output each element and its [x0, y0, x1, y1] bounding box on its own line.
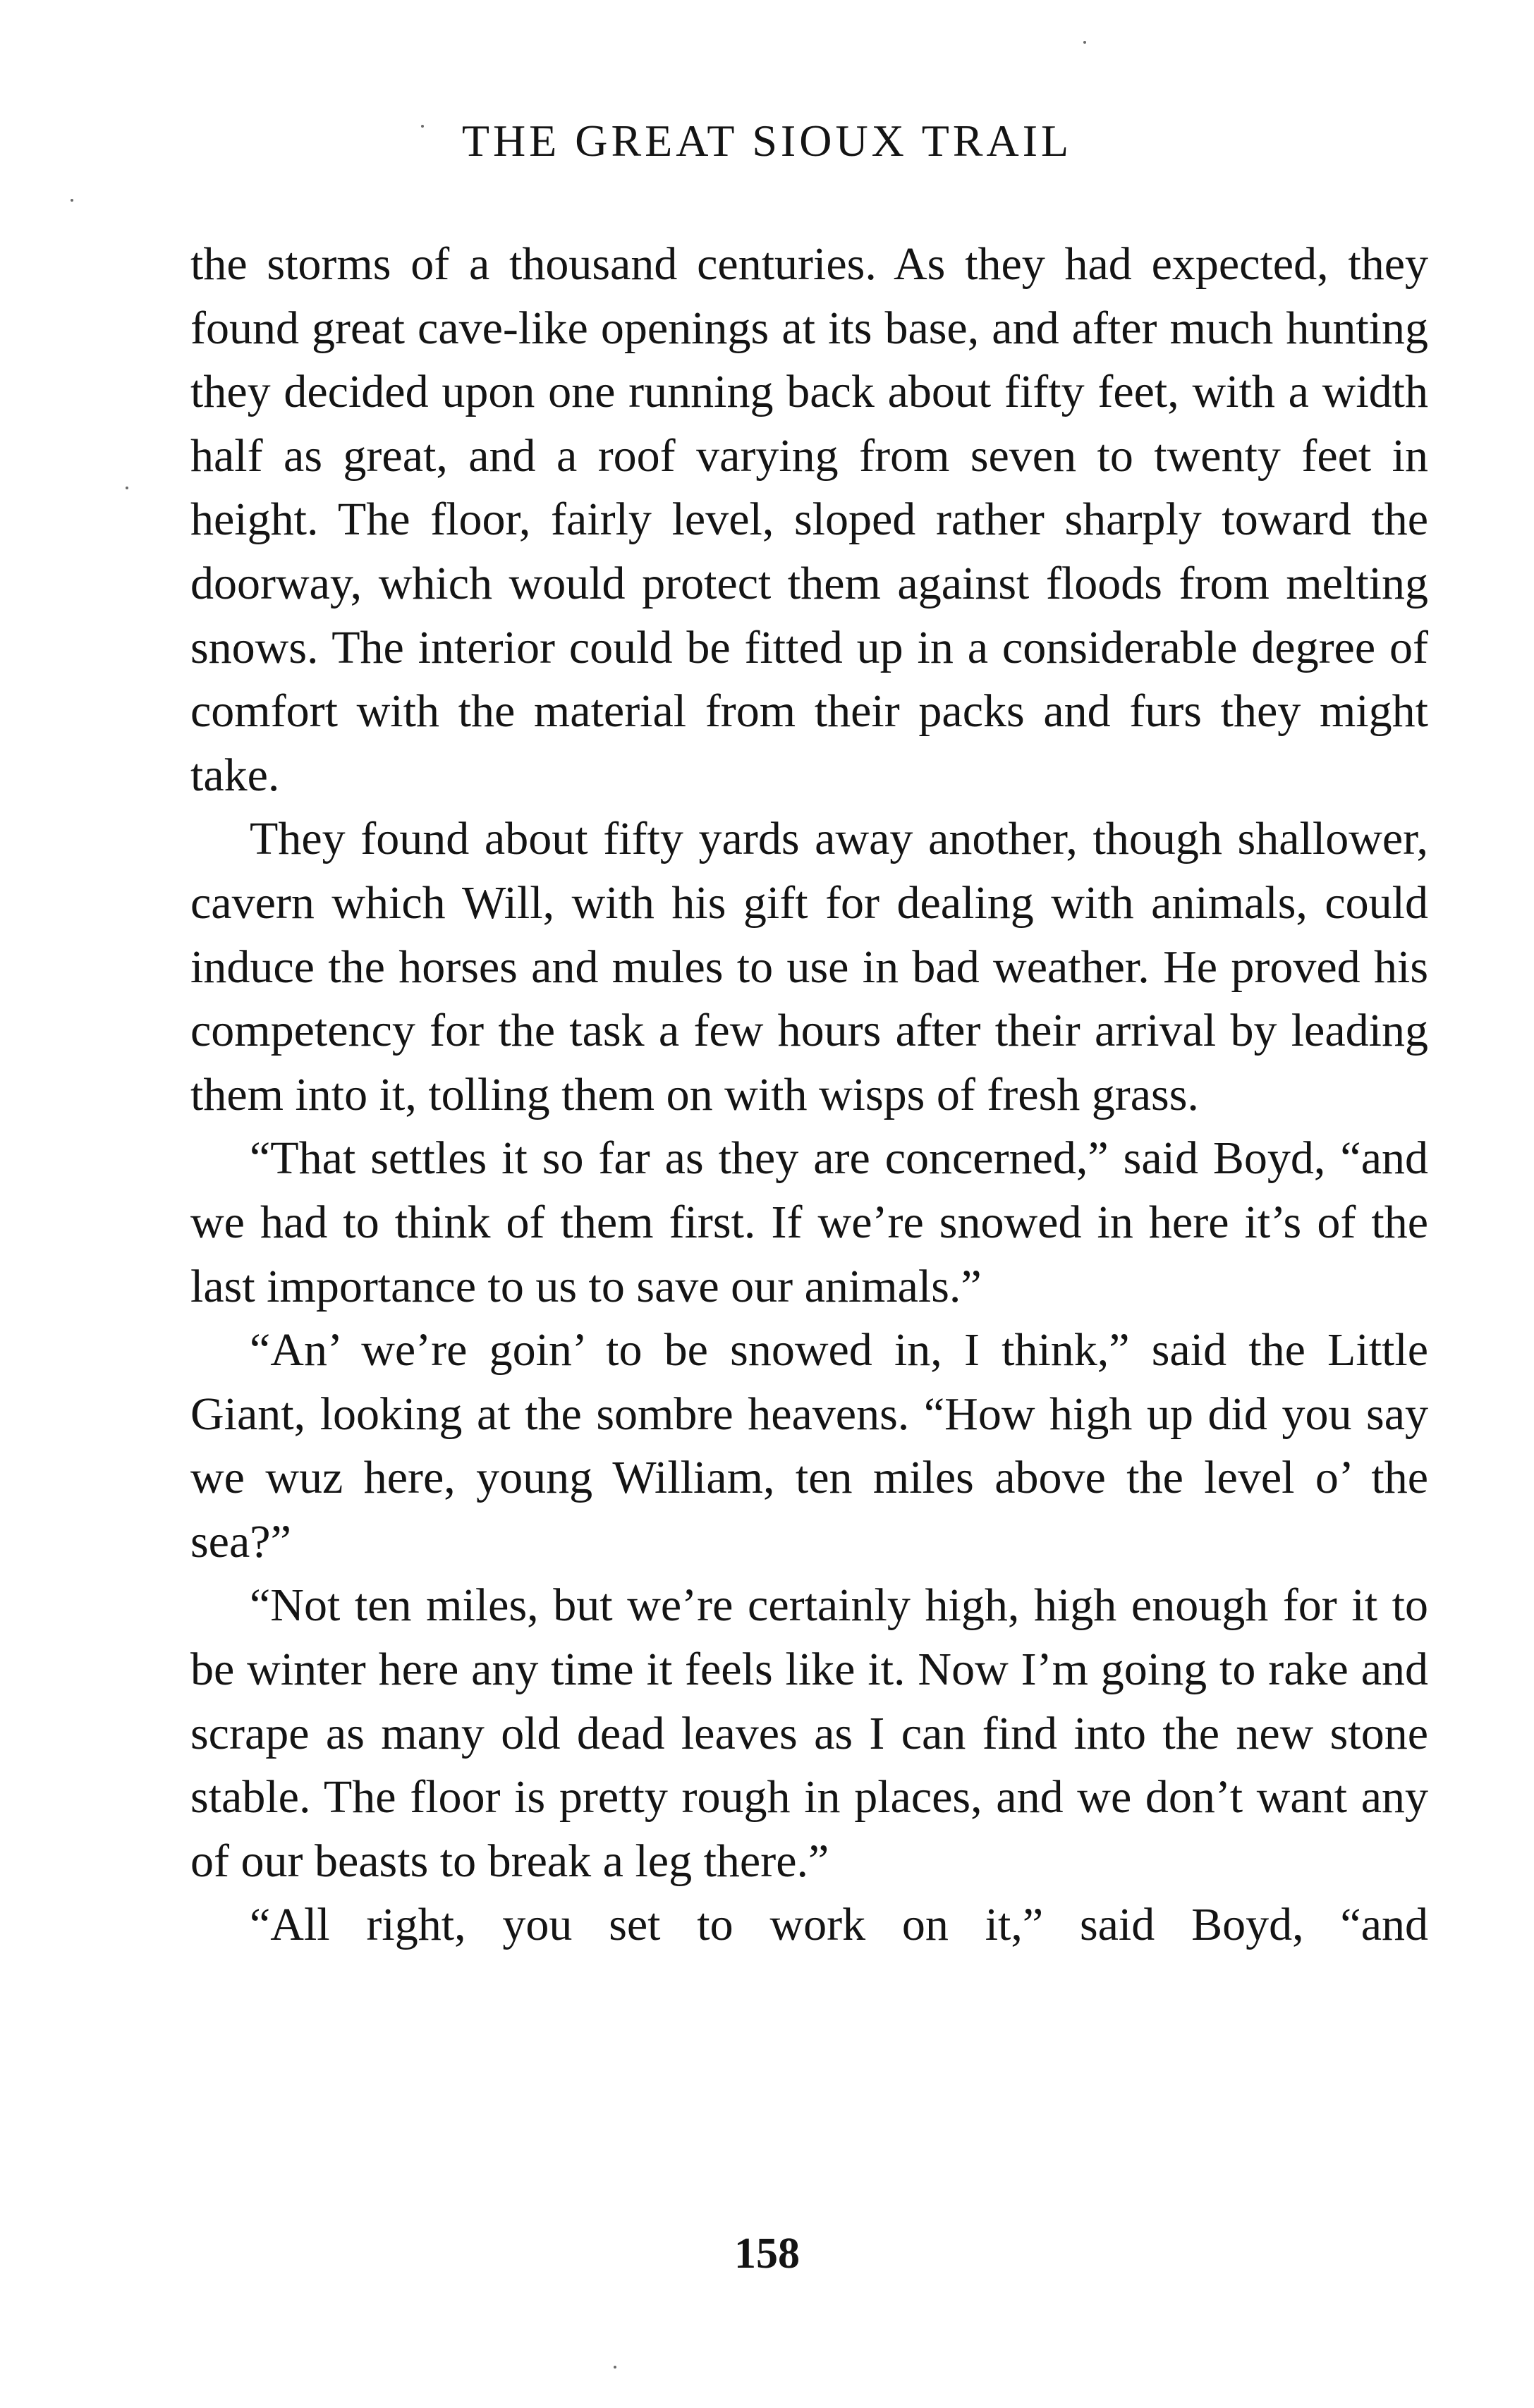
body-text: [190, 233, 1428, 1957]
running-head: THE GREAT SIOUX TRAIL: [461, 116, 1073, 166]
scan-speck: [126, 487, 128, 489]
page-number: 158: [734, 2230, 800, 2278]
paragraph: “Not ten miles, but we’re certainly high, high enough for it to be winter here any time it feels like it. Now I’m going to rake and scrape as many old dead leaves as I can find into the new stone stable. The floor is pretty rough in places, and we don’t want any of our beasts to break a leg there.”: [190, 1579, 1428, 1887]
paragraph: the storms of a thousand centuries. As they had expected, they found great cave-like openings at its base, and after much hunting they decided upon one running back about fifty feet, with a width half as great, and a roof varying from seven to twenty feet in height. The floor, fairly level, sloped rather sharply toward the doorway, which would protect them against floods from melting snows. The interior could be fitted up in a considerable degree of comfort with the material from their packs and furs they might take.: [190, 238, 1428, 801]
paragraph: “An’ we’re goin’ to be snowed in, I think,” said the Little Giant, looking at the sombre heavens. “How high up did you say we wuz here, young William, ten miles above the level o’ the sea?”: [190, 1324, 1428, 1567]
scan-speck: [1083, 41, 1086, 44]
paragraph: “That settles it so far as they are concerned,” said Boyd, “and we had to think of them first. If we’re snowed in here it’s of the last importance to us to save our animals.”: [190, 1132, 1428, 1312]
scan-speck: [421, 125, 424, 128]
scan-speck: [71, 199, 73, 202]
paragraph: “All right, you set to work on it,” said Boyd, “and: [250, 1899, 1428, 1951]
paragraph: They found about fifty yards away another, though shallower, cavern which Will, with his gift for dealing with animals, could induce the horses and mules to use in bad weather. He proved his competency for the task a few hours after their arrival by leading them into it, tolling them on with wisps of fresh grass.: [190, 813, 1428, 1120]
scan-speck: [614, 2366, 616, 2369]
